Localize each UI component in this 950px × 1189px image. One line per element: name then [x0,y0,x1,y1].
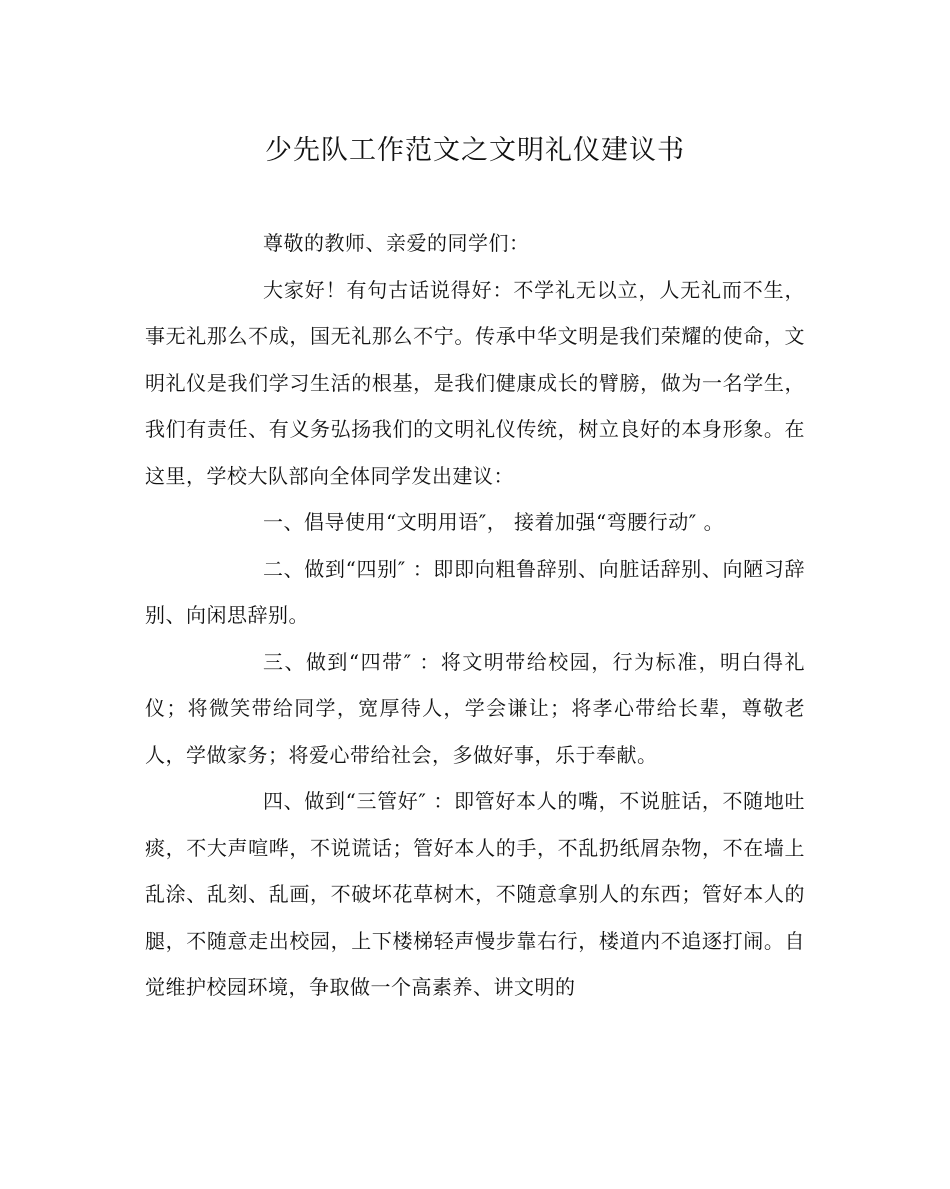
paragraph-item-3: 三、做到“四带″ ：将文明带给校园，行为标准，明白得礼仪；将微笑带给同学，宽厚待人，学会谦让；将孝心带给长辈，尊敬老人，学做家务；将爱心带给社会，多做好事，乐于奉献。 [145,649,805,767]
paragraph-item-1: 一、倡导使用“文明用语″， 接着加强“弯腰行动″ 。 [263,510,725,534]
paragraph-intro: 大家好！有句古话说得好：不学礼无以立，人无礼而不生，事无礼那么不成，国无礼那么不宁。传承中华文明是我们荣耀的使命，文明礼仪是我们学习生活的根基，是我们健康成长的臂膀，做为一名学生，我们有责任、有义务弘扬我们的文明礼仪传统，树立良好的本身形象。在这里，学校大队部向全体同学发出建议： [145,277,805,488]
document-body [145,220,805,1011]
paragraph-item-4: 四、做到“三管好″ ：即管好本人的嘴，不说脏话，不随地吐痰，不大声喧哗，不说谎话；管好本人的手，不乱扔纸屑杂物，不在墙上乱涂、乱刻、乱画，不破坏花草树木，不随意拿别人的东西；管好本人的腿，不随意走出校园，上下楼梯轻声慢步靠右行，楼道内不追逐打闹。自觉维护校园环境，争取做一个高素养、讲文明的 [145,789,805,999]
document-title: 少先队工作范文之文明礼仪建议书 [265,135,685,166]
salutation: 尊敬的教师、亲爱的同学们： [263,231,530,255]
paragraph-item-2: 二、做到“四别″ ：即即向粗鲁辞别、向脏话辞别、向陋习辞别、向闲思辞别。 [145,556,805,627]
